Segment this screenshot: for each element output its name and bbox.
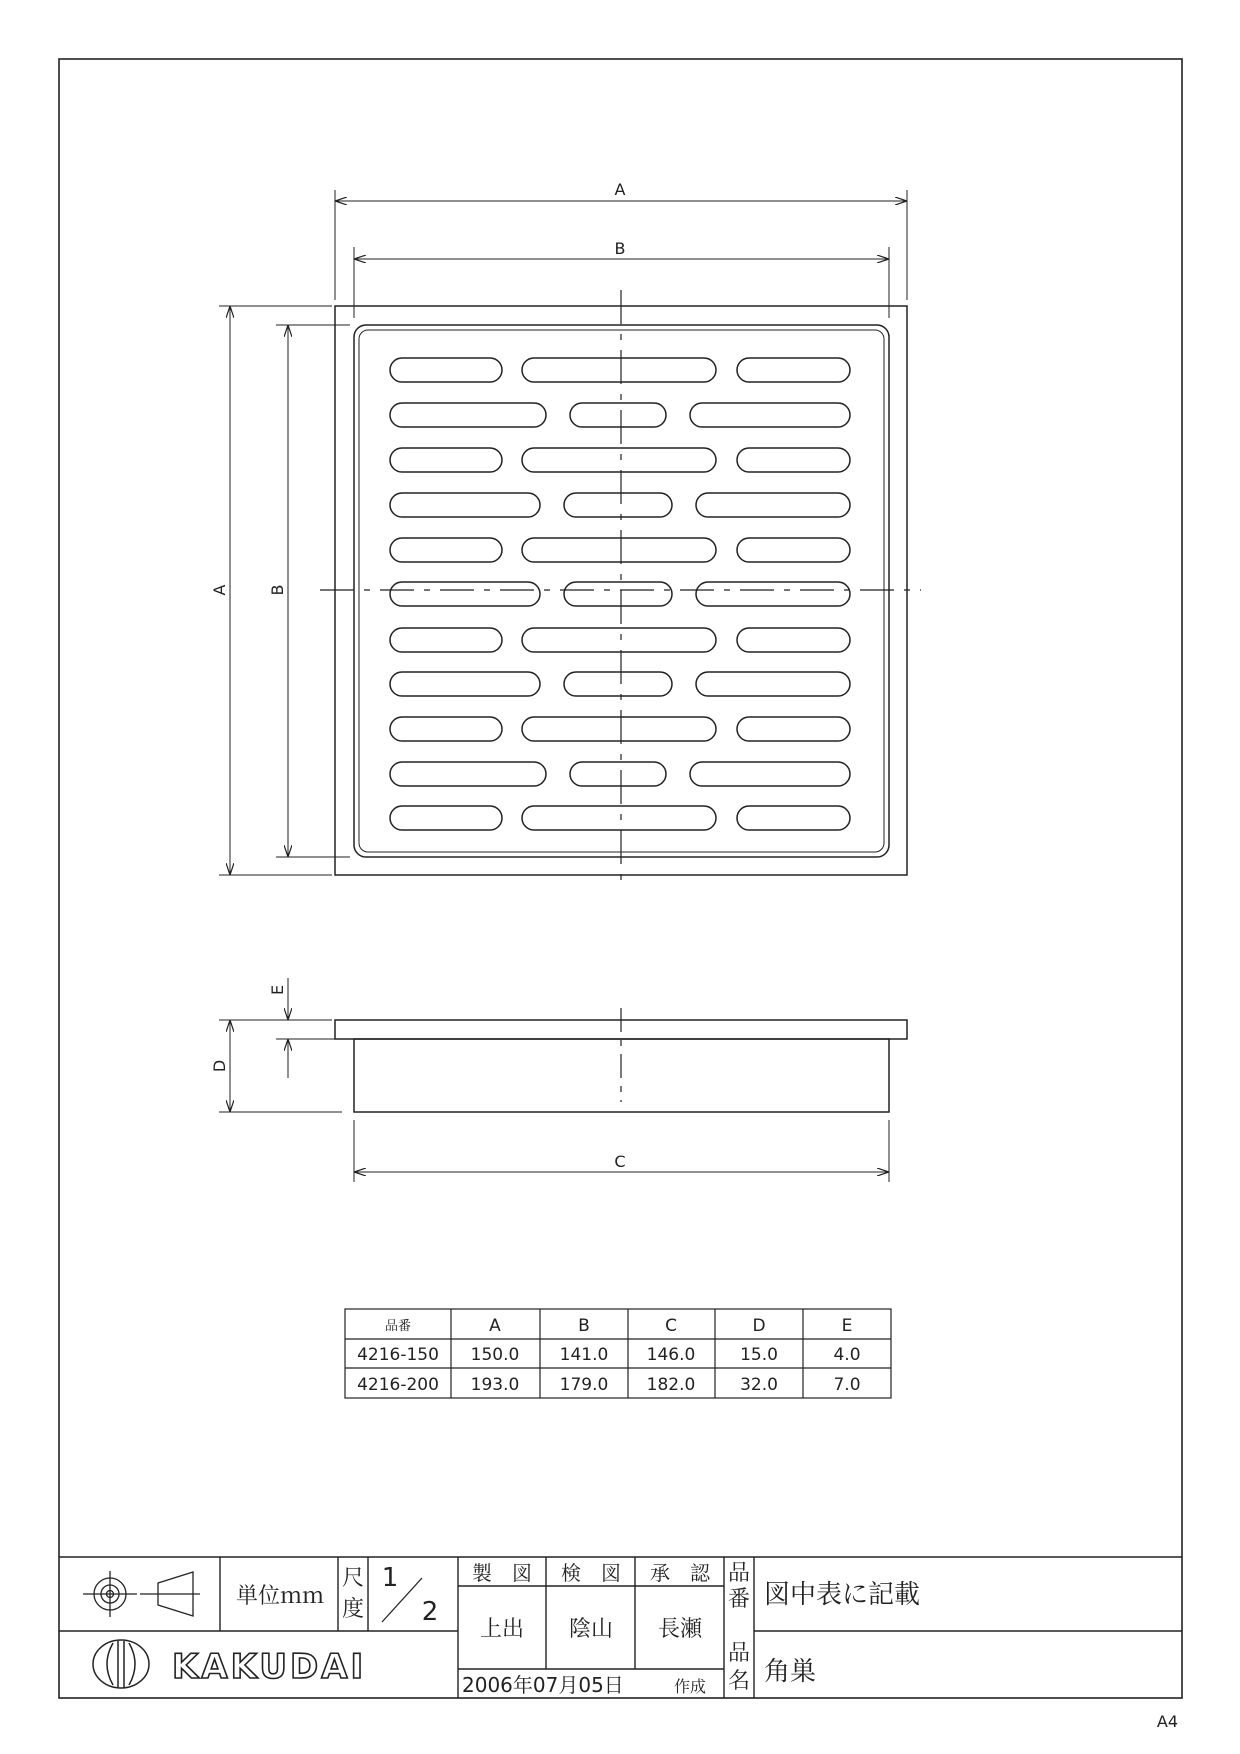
- table-cell: 4216-200: [357, 1375, 439, 1395]
- table-cell: 32.0: [740, 1375, 778, 1395]
- part-name-label-2: 名: [727, 1669, 751, 1694]
- table-header-d: D: [752, 1316, 766, 1336]
- part-name-value: 角巣: [764, 1657, 817, 1687]
- name-checker: 陰山: [568, 1617, 614, 1642]
- dim-label-a-top: A: [614, 180, 626, 199]
- spec-table-text: [357, 1316, 860, 1395]
- top-view-dimensions: [219, 190, 907, 875]
- drain-slot: [690, 403, 850, 427]
- dim-label-d: D: [210, 1059, 229, 1073]
- table-cell: 179.0: [559, 1375, 609, 1395]
- dim-label-c: C: [614, 1152, 626, 1171]
- side-view-dimensions: [219, 978, 889, 1182]
- part-name-label-1: 品: [727, 1641, 751, 1666]
- table-cell: 4216-150: [357, 1345, 439, 1365]
- scale-denominator: 2: [421, 1597, 439, 1627]
- unit-label: 単位ｍｍ: [235, 1584, 325, 1609]
- drain-slot: [737, 448, 850, 472]
- drain-slot: [390, 493, 540, 517]
- drain-slot: [696, 672, 850, 696]
- drain-slot: [390, 448, 502, 472]
- drain-slot: [564, 582, 672, 606]
- table-cell: 7.0: [833, 1375, 861, 1395]
- drain-slot: [570, 762, 666, 786]
- table-cell: 193.0: [470, 1375, 520, 1395]
- drain-slot: [390, 582, 540, 606]
- drain-slot: [737, 358, 850, 382]
- drain-slots: [390, 358, 850, 830]
- table-header-c: C: [665, 1316, 677, 1336]
- drain-slot: [564, 493, 672, 517]
- part-no-value: 図中表に記載: [764, 1580, 921, 1610]
- drain-slot: [390, 403, 546, 427]
- table-cell: 182.0: [646, 1375, 696, 1395]
- drain-slot: [390, 762, 546, 786]
- part-no-label-1: 品: [727, 1561, 751, 1586]
- role-checked: 検 図: [561, 1561, 621, 1585]
- drain-slot: [737, 538, 850, 562]
- dim-label-a-left: A: [210, 584, 229, 596]
- dim-label-b-left: B: [268, 584, 287, 596]
- drain-slot: [522, 806, 716, 830]
- paper-size: A4: [1156, 1712, 1178, 1731]
- kakudai-logo-icon: [93, 1640, 149, 1688]
- drain-slot: [696, 582, 850, 606]
- drain-slot: [522, 717, 716, 741]
- drain-slot: [696, 493, 850, 517]
- table-cell: 4.0: [833, 1345, 861, 1365]
- scale-numerator: 1: [381, 1563, 399, 1593]
- drain-slot: [390, 628, 502, 652]
- part-no-label-2: 番: [727, 1587, 751, 1612]
- table-cell: 141.0: [559, 1345, 609, 1365]
- scale-label-2: 度: [341, 1597, 365, 1622]
- table-cell: 146.0: [646, 1345, 696, 1365]
- dim-label-b-top: B: [614, 239, 626, 258]
- table-cell: 150.0: [470, 1345, 520, 1365]
- drain-slot: [390, 358, 502, 382]
- drain-slot: [737, 628, 850, 652]
- drain-slot: [522, 448, 716, 472]
- projection-symbol-icon: [83, 1571, 200, 1617]
- date-suffix: 作成: [673, 1677, 707, 1696]
- brand-name: KAKUDAI: [172, 1647, 367, 1687]
- drain-slot: [522, 358, 716, 382]
- drain-slot: [570, 403, 666, 427]
- table-header-a: A: [489, 1316, 501, 1336]
- drain-slot: [390, 717, 502, 741]
- drain-slot: [390, 672, 540, 696]
- table-cell: 15.0: [740, 1345, 778, 1365]
- drain-slot: [522, 628, 716, 652]
- drain-slot: [737, 717, 850, 741]
- drain-slot: [390, 538, 502, 562]
- name-approver: 長瀬: [657, 1617, 703, 1642]
- dim-label-e: E: [268, 984, 287, 996]
- table-header-b: B: [578, 1316, 590, 1336]
- role-approved: 承 認: [650, 1561, 710, 1585]
- drain-slot: [522, 538, 716, 562]
- table-header-part-no: 品番: [384, 1319, 412, 1334]
- drain-slot: [390, 806, 502, 830]
- name-drafter: 上出: [479, 1617, 525, 1642]
- drawing-date: 2006年07月05日: [462, 1673, 624, 1697]
- drain-slot: [690, 762, 850, 786]
- drain-slot: [564, 672, 672, 696]
- drain-slot: [737, 806, 850, 830]
- role-drafted: 製 図: [472, 1561, 532, 1585]
- table-header-e: E: [841, 1316, 853, 1336]
- scale-label-1: 尺: [341, 1566, 365, 1591]
